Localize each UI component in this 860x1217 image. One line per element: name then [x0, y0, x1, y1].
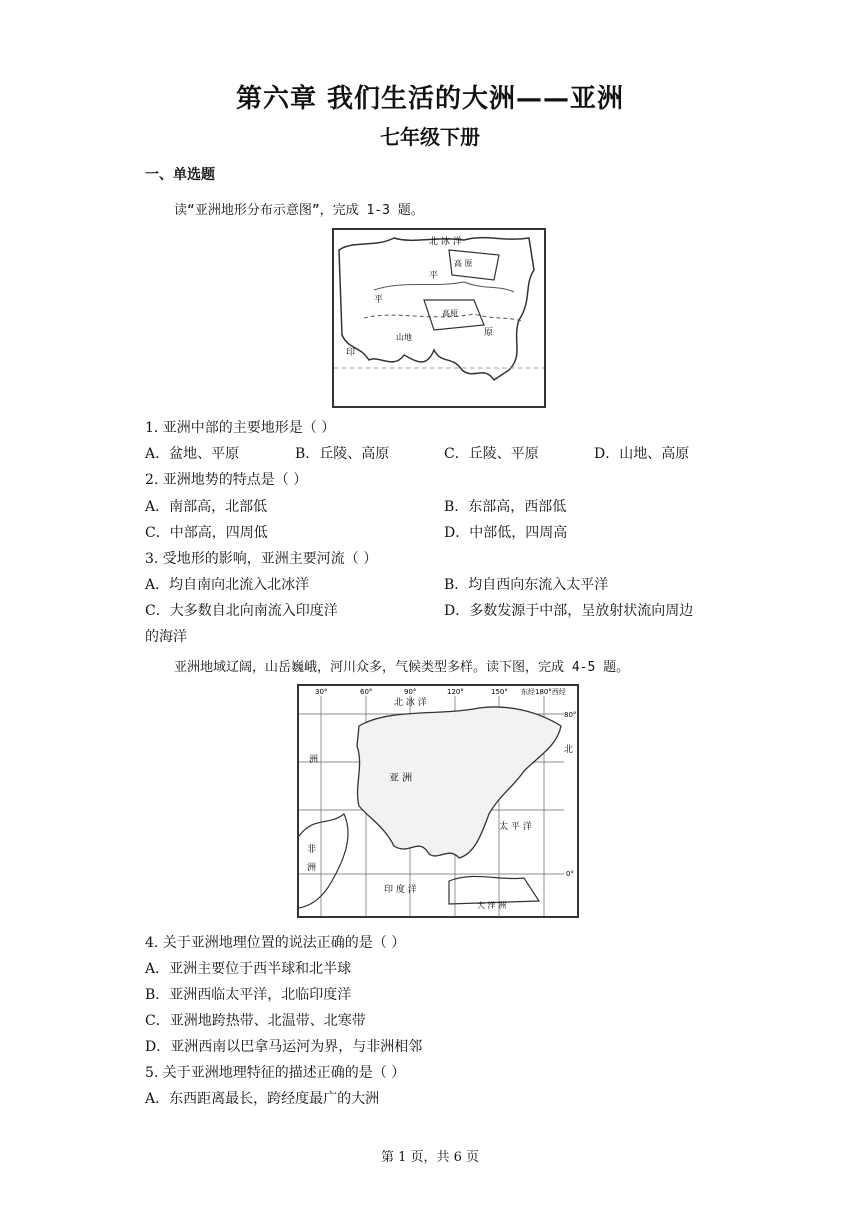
question-2-stem: 2. 亚洲地势的特点是（ ）: [145, 472, 308, 488]
page-footer: 第 1 页，共 6 页: [380, 1150, 480, 1165]
page-subtitle: 七年级下册: [380, 125, 480, 149]
q3-option-a: A．均自南向北流入北冰洋: [145, 577, 310, 593]
section-heading: 一、单选题: [145, 167, 215, 183]
q2-option-d: D．中部低，四周高: [444, 525, 568, 541]
map1-label-north: 北 冰 洋: [429, 237, 462, 247]
q2-option-a: A．南部高，北部低: [145, 499, 268, 515]
map1-label-siberia: 高 原: [454, 259, 473, 268]
question-5-stem: 5. 关于亚洲地理特征的描述正确的是（ ）: [145, 1065, 406, 1081]
asia-location-map-drawing: [299, 686, 577, 916]
q3-option-b: B．均自西向东流入太平洋: [444, 577, 609, 593]
q3-option-c: C．大多数自北向南流入印度洋: [145, 603, 338, 619]
map2-lon-120: 120°: [447, 688, 464, 696]
question-1-stem: 1. 亚洲中部的主要地形是（ ）: [145, 420, 336, 436]
map2-label-indian: 印 度 洋: [384, 885, 417, 895]
page-title: 第六章 我们生活的大洲——亚洲: [235, 84, 625, 114]
map2-label-na: 北: [564, 745, 574, 755]
map2-label-africa-1: 非: [307, 845, 317, 855]
map2-lat-0: 0°: [566, 870, 574, 878]
map1-label-plateau: 高原: [442, 309, 458, 318]
q4-option-b: B．亚洲西临太平洋，北临印度洋: [145, 987, 352, 1003]
map2-label-asia: 亚 洲: [389, 773, 413, 784]
question-4-stem: 4. 关于亚洲地理位置的说法正确的是（ ）: [145, 935, 406, 951]
q4-option-c: C．亚洲地跨热带、北温带、北寒带: [145, 1013, 366, 1029]
map1-label-mtn: 山地: [396, 333, 412, 342]
q3-option-d: D．多数发源于中部，呈放射状流向周边: [444, 603, 694, 619]
q1-option-c: C．丘陵、平原: [444, 446, 539, 462]
asia-location-map: [297, 684, 579, 918]
map1-label-basin: 原: [484, 328, 494, 338]
q3-option-d-continued: 的海洋: [145, 629, 187, 645]
q2-option-c: C．中部高，四周低: [145, 525, 268, 541]
q1-option-a: A．盆地、平原: [145, 446, 240, 462]
q4-option-a: A．亚洲主要位于西半球和北半球: [145, 961, 352, 977]
map2-label-pacific: 太 平 洋: [499, 822, 532, 832]
q1-option-d: D．山地、高原: [594, 446, 690, 462]
asia-terrain-map-drawing: [334, 230, 544, 406]
q2-option-b: B．东部高，西部低: [444, 499, 567, 515]
map1-label-plain1: 平: [429, 271, 439, 281]
map2-label-arctic: 北 冰 洋: [394, 698, 427, 708]
map1-label-india: 印: [346, 348, 356, 358]
map2-label-africa-2: 洲: [307, 863, 317, 873]
q1-option-b: B．丘陵、高原: [295, 446, 390, 462]
q5-option-a: A．东西距离最长，跨经度最广的大洲: [145, 1091, 380, 1107]
asia-terrain-map: [332, 228, 546, 408]
map2-lon-180: 东经180°西经: [521, 688, 566, 696]
question-3-stem: 3. 受地形的影响，亚洲主要河流（ ）: [145, 551, 378, 567]
map2-label-europe: 洲: [309, 755, 319, 765]
group1-intro: 读“亚洲地形分布示意图”，完成 1-3 题。: [174, 203, 424, 218]
map2-lon-60: 60°: [360, 688, 373, 696]
group2-intro: 亚洲地域辽阔，山岳巍峨，河川众多，气候类型多样。读下图，完成 4-5 题。: [174, 660, 630, 675]
map1-label-plain2: 平: [374, 295, 384, 305]
map2-label-aus: 大 洋 洲: [477, 901, 507, 910]
map2-lon-150: 150°: [491, 688, 508, 696]
map2-lon-30: 30°: [315, 688, 328, 696]
map2-lon-90: 90°: [404, 688, 417, 696]
map2-lat-80: 80°: [564, 711, 577, 719]
q4-option-d: D．亚洲西南以巴拿马运河为界，与非洲相邻: [145, 1039, 423, 1055]
